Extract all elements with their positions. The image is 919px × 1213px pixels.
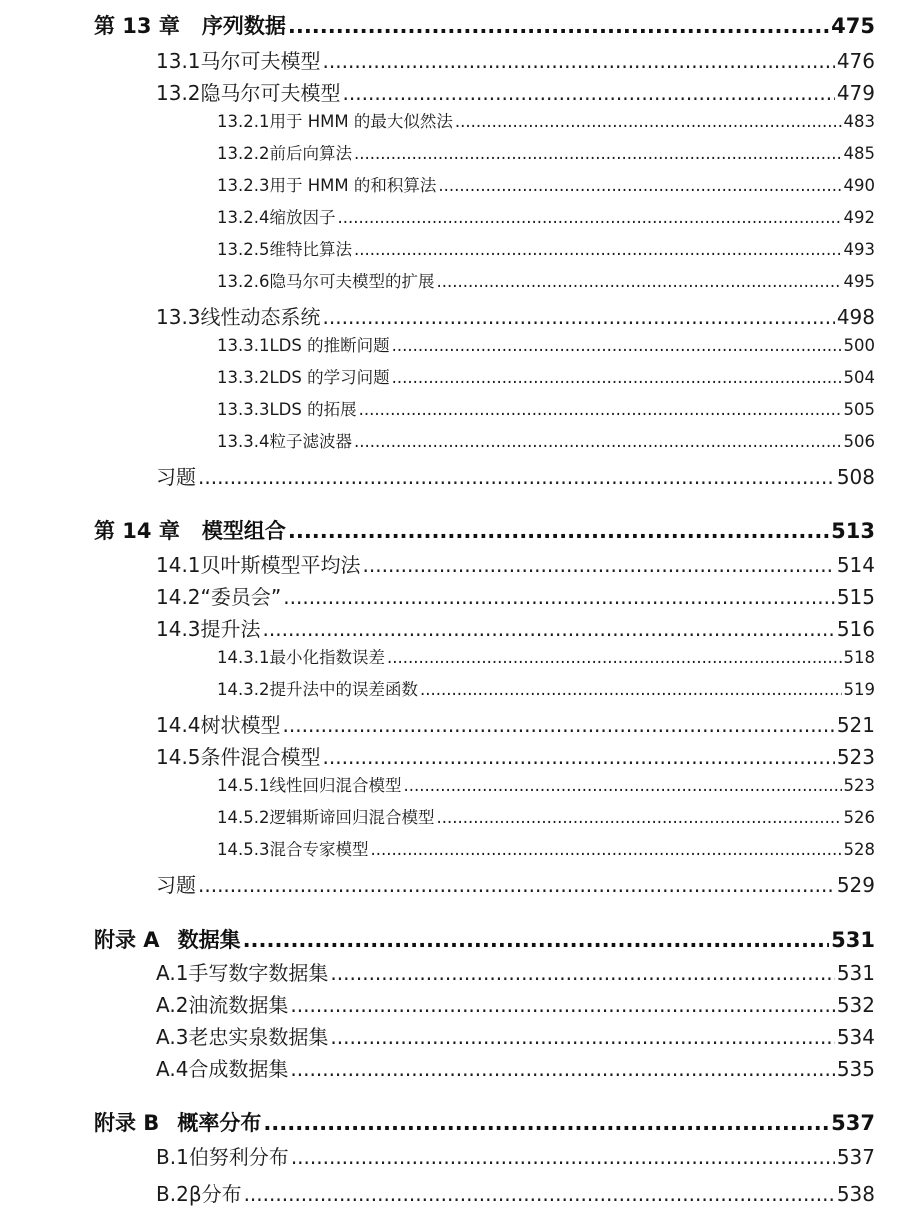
toc-entry-number: A.2 (156, 993, 189, 1017)
toc-entry-chapter[interactable] (94, 10, 875, 40)
toc-entry-sub[interactable] (217, 268, 875, 292)
toc-entry-title: 缩放因子 (269, 208, 336, 227)
dot-leader (370, 840, 841, 859)
toc-entry-page-number: 531 (831, 928, 875, 952)
dot-leader (392, 336, 842, 355)
toc-entry-number: 14.2 (156, 585, 201, 609)
toc-entry-title: 最小化指数误差 (269, 648, 385, 667)
toc-entry-number: 13.3.2 (217, 368, 270, 387)
toc-entry-appsec[interactable] (156, 989, 875, 1018)
toc-entry-number: 13.2.3 (217, 176, 270, 195)
toc-entry-page-number: 483 (843, 112, 875, 131)
toc-entry-title: 用于 HMM 的和积算法 (269, 176, 437, 195)
dot-leader (438, 176, 841, 195)
toc-entry-sub[interactable] (217, 236, 875, 260)
toc-entry-number: A.1 (156, 961, 189, 985)
dot-leader (283, 713, 835, 737)
toc-entry-sub[interactable] (217, 644, 875, 668)
toc-entry-page-number: 514 (836, 553, 875, 577)
toc-entry-page-number: 498 (836, 305, 875, 329)
toc-entry-page-number: 519 (843, 680, 875, 699)
toc-entry-sub[interactable] (217, 332, 875, 356)
toc-entry-page-number: 537 (831, 1111, 875, 1135)
toc-entry-number: A.3 (156, 1025, 189, 1049)
toc-entry-title: 油流数据集 (188, 993, 289, 1017)
toc-entry-title: 隐马尔可夫模型的扩展 (269, 272, 435, 291)
dot-leader (420, 680, 842, 699)
dot-leader (354, 144, 842, 163)
toc-entry-sub[interactable] (217, 108, 875, 132)
dot-leader (198, 465, 835, 489)
toc-entry-appsec[interactable] (156, 1021, 875, 1050)
toc-entry-page-number: 492 (843, 208, 875, 227)
toc-entry-title: 树状模型 (200, 713, 281, 737)
toc-entry-section[interactable] (156, 301, 875, 330)
toc-entry-title: 用于 HMM 的最大似然法 (269, 112, 453, 131)
toc-entry-title: 逻辑斯谛回归混合模型 (269, 808, 435, 827)
toc-entry-page-number: 531 (836, 961, 875, 985)
toc-entry-page-number: 500 (843, 336, 875, 355)
toc-entry-page-number: 490 (843, 176, 875, 195)
toc-entry-number: 13.1 (156, 49, 201, 73)
toc-entry-number: 14.4 (156, 713, 201, 737)
toc-entry-number: 14.5.1 (217, 776, 270, 795)
dot-leader (323, 49, 835, 73)
dot-leader (198, 873, 835, 897)
toc-entry-page-number: 476 (836, 49, 875, 73)
toc-entry-section[interactable] (156, 613, 875, 642)
toc-entry-page-number: 523 (836, 745, 875, 769)
toc-entry-page-number: 538 (836, 1182, 875, 1206)
toc-entry-number: B.1 (156, 1145, 189, 1169)
dot-leader (330, 1025, 834, 1049)
toc-entry-page-number: 495 (843, 272, 875, 291)
toc-entry-page-number: 526 (843, 808, 875, 827)
toc-entry-title: 线性回归混合模型 (269, 776, 402, 795)
toc-entry-title: 序列数据 (201, 14, 286, 38)
toc-entry-sub[interactable] (217, 804, 875, 828)
toc-entry-title: 伯努利分布 (188, 1145, 289, 1169)
toc-entry-title: 合成数据集 (188, 1057, 289, 1081)
toc-entry-sub[interactable] (217, 140, 875, 164)
toc-entry-page-number: 528 (843, 840, 875, 859)
dot-leader (323, 745, 835, 769)
dot-leader (243, 928, 830, 952)
toc-entry-section[interactable] (156, 709, 875, 738)
dot-leader (283, 585, 835, 609)
toc-entry-title: 提升法 (200, 617, 261, 641)
toc-entry-title: 马尔可夫模型 (200, 49, 321, 73)
toc-entry-page-number: 537 (836, 1145, 875, 1169)
toc-entry-title: 维特比算法 (269, 240, 352, 259)
toc-entry-number: 13.2.5 (217, 240, 270, 259)
dot-leader (263, 617, 835, 641)
toc-entry-appendix[interactable] (94, 1107, 875, 1137)
toc-entry-section[interactable] (156, 45, 875, 74)
toc-entry-sub[interactable] (217, 364, 875, 388)
toc-entry-page-number: 518 (843, 648, 875, 667)
toc-entry-title: 隐马尔可夫模型 (200, 81, 341, 105)
toc-entry-page-number: 493 (843, 240, 875, 259)
dot-leader (403, 776, 841, 795)
toc-entry-title: 概率分布 (177, 1111, 262, 1135)
toc-entry-number: 13.2 (156, 81, 201, 105)
toc-entry-number: B.2 (156, 1182, 189, 1206)
toc-entry-page-number: 521 (836, 713, 875, 737)
toc-entry-title: 数据集 (177, 928, 241, 952)
toc-entry-title: 习题 (156, 465, 196, 489)
dot-leader (290, 1057, 834, 1081)
toc-entry-page-number: 513 (831, 519, 875, 543)
toc-entry-sub[interactable] (217, 836, 875, 860)
toc-entry-appsec[interactable] (156, 1141, 875, 1170)
toc-entry-section[interactable] (156, 549, 875, 578)
toc-entry-number: 13.3.1 (217, 336, 270, 355)
toc-entry-sub[interactable] (217, 204, 875, 228)
toc-entry-number: A.4 (156, 1057, 189, 1081)
toc-entry-number: 第 13 章 (94, 14, 180, 38)
toc-entry-number: 13.2.2 (217, 144, 270, 163)
dot-leader (330, 961, 834, 985)
toc-entry-title: LDS 的学习问题 (269, 368, 390, 387)
toc-entry-sub[interactable] (217, 676, 875, 700)
toc-entry-title: β分布 (188, 1182, 242, 1206)
toc-entry-page-number: 505 (843, 400, 875, 419)
toc-entry-sub[interactable] (217, 772, 875, 796)
toc-entry-title: LDS 的推断问题 (269, 336, 390, 355)
toc-entry-title: 老忠实泉数据集 (188, 1025, 329, 1049)
toc-entry-appsec[interactable] (156, 1178, 875, 1207)
dot-leader (359, 400, 842, 419)
toc-entry-number: 14.3.1 (217, 648, 270, 667)
toc-entry-page-number: 532 (836, 993, 875, 1017)
dot-leader (363, 553, 835, 577)
toc-entry-title: 提升法中的误差函数 (269, 680, 418, 699)
dot-leader (354, 240, 842, 259)
dot-leader (323, 305, 835, 329)
toc-entry-title: 粒子滤波器 (269, 432, 352, 451)
toc-entry-title: 混合专家模型 (269, 840, 369, 859)
dot-leader (291, 1145, 835, 1169)
toc-entry-title: LDS 的拓展 (269, 400, 357, 419)
toc-entry-page-number: 506 (843, 432, 875, 451)
toc-entry-sub[interactable] (217, 396, 875, 420)
toc-entry-number: 13.2.6 (217, 272, 270, 291)
toc-entry-appsec[interactable] (156, 1053, 875, 1082)
toc-entry-title: 贝叶斯模型平均法 (200, 553, 361, 577)
toc-entry-appendix[interactable] (94, 924, 875, 954)
dot-leader (244, 1182, 835, 1206)
toc-entry-section[interactable] (156, 741, 875, 770)
toc-entry-number: 14.5 (156, 745, 201, 769)
dot-leader (288, 14, 829, 38)
dot-leader (343, 81, 835, 105)
toc-entry-number: 14.1 (156, 553, 201, 577)
toc-entry-number: 第 14 章 (94, 519, 180, 543)
toc-entry-ex[interactable] (156, 869, 875, 898)
dot-leader (263, 1111, 829, 1135)
toc-entry-page-number: 535 (836, 1057, 875, 1081)
toc-entry-number: 13.3 (156, 305, 201, 329)
toc-entry-page-number: 516 (836, 617, 875, 641)
toc-entry-number: 13.3.3 (217, 400, 270, 419)
toc-entry-ex[interactable] (156, 461, 875, 490)
toc-entry-title: 手写数字数据集 (188, 961, 329, 985)
toc-entry-section[interactable] (156, 581, 875, 610)
toc-entry-page-number: 504 (843, 368, 875, 387)
dot-leader (354, 432, 842, 451)
toc-entry-appsec[interactable] (156, 957, 875, 986)
toc-entry-title: 线性动态系统 (200, 305, 321, 329)
dot-leader (455, 112, 842, 131)
toc-entry-title: 前后向算法 (269, 144, 352, 163)
toc-entry-number: 附录 A (94, 928, 160, 952)
toc-entry-number: 13.2.4 (217, 208, 270, 227)
toc-entry-page-number: 508 (836, 465, 875, 489)
toc-entry-chapter[interactable] (94, 515, 875, 545)
dot-leader (290, 993, 834, 1017)
dot-leader (288, 519, 829, 543)
toc-entry-title: 习题 (156, 873, 196, 897)
dot-leader (436, 272, 841, 291)
toc-entry-page-number: 529 (836, 873, 875, 897)
toc-entry-title: 条件混合模型 (200, 745, 321, 769)
toc-entry-page-number: 515 (836, 585, 875, 609)
toc-entry-page-number: 534 (836, 1025, 875, 1049)
dot-leader (436, 808, 841, 827)
dot-leader (392, 368, 842, 387)
dot-leader (337, 208, 841, 227)
toc-entry-number: 附录 B (94, 1111, 160, 1135)
toc-entry-page-number: 479 (836, 81, 875, 105)
dot-leader (387, 648, 842, 667)
toc-entry-section[interactable] (156, 77, 875, 106)
toc-entry-number: 13.3.4 (217, 432, 270, 451)
toc-entry-page-number: 475 (831, 14, 875, 38)
toc-entry-sub[interactable] (217, 428, 875, 452)
toc-entry-number: 14.5.3 (217, 840, 270, 859)
toc-entry-number: 13.2.1 (217, 112, 270, 131)
toc-entry-number: 14.5.2 (217, 808, 270, 827)
toc-entry-number: 14.3.2 (217, 680, 270, 699)
toc-entry-title: 模型组合 (201, 519, 286, 543)
toc-entry-number: 14.3 (156, 617, 201, 641)
toc-entry-title: “委员会” (200, 585, 282, 609)
toc-entry-page-number: 485 (843, 144, 875, 163)
toc-entry-page-number: 523 (843, 776, 875, 795)
toc-entry-sub[interactable] (217, 172, 875, 196)
